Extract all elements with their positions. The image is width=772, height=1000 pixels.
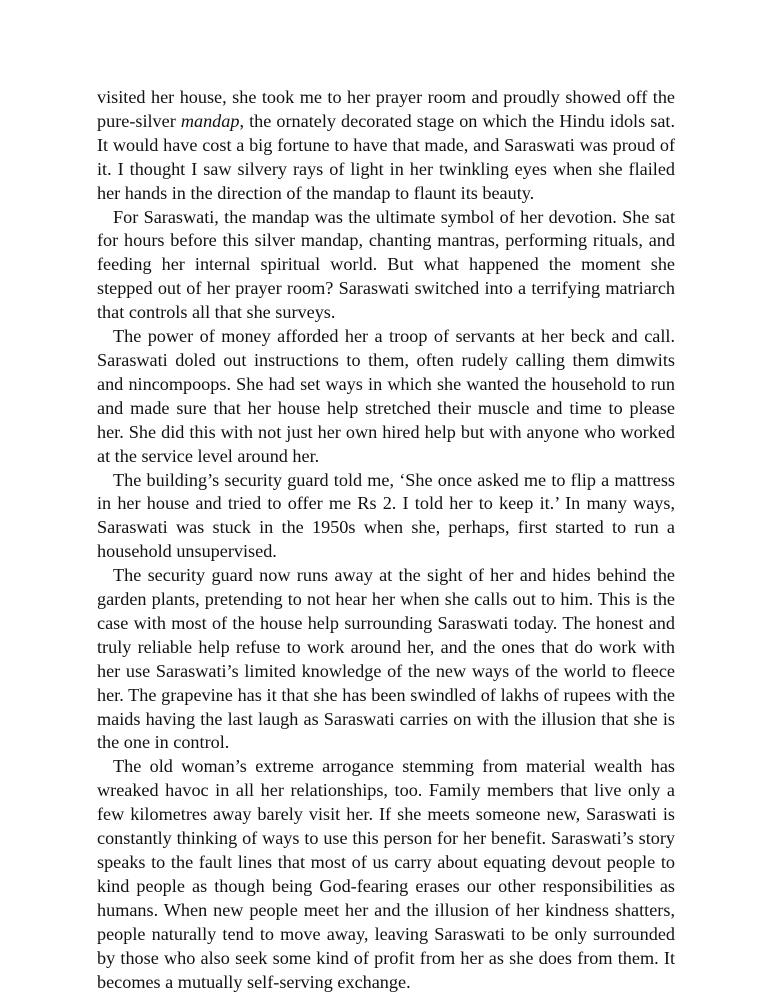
paragraph-3: The power of money afforded her a troop of servants at her beck and call. Saraswati doled out instructions to them, often rudely calling them dimwits and nincompoops. She had set ways in which she wanted the household to run and made sure that her house help stretched their muscle and time to please her. She did this with not just her own hired help but with anyone who worked at the service level around her. [97,326,675,466]
paragraph-1-before: visited her house, she took me to her prayer room and proudly showed off the pure-silver [97,87,675,131]
paragraph-1 [97,86,675,206]
paragraph-6: The old woman’s extreme arrogance stemming from material wealth has wreaked havoc in all her relationships, too. Family members that live only a few kilometres away barely visit her. If she meets someone new, Saraswati is constantly thinking of ways to use this person for her benefit. Saraswati’s story speaks to the fault lines that most of us carry about equating devout people to kind people as though being God-fearing erases our other responsibilities as humans. When new people meet her and the illusion of her kindness shatters, people naturally tend to move away, leaving Saraswati to be only surrounded by those who also seek some kind of profit from her as she does from them. It becomes a mutually self-serving exchange. [97,756,675,992]
paragraph-4: The building’s security guard told me, ‘She once asked me to flip a mattress in her house and tried to offer me Rs 2. I told her to keep it.’ In many ways, Saraswati was stuck in the 1950s when she, perhaps, first started to run a household unsupervised. [97,469,675,562]
paragraph-2: For Saraswati, the mandap was the ultimate symbol of her devotion. She sat for hours before this silver mandap, chanting mantras, performing rituals, and feeding her internal spiritual world. But what happened the moment she stepped out of her prayer room? Saraswati switched into a terrifying matriarch that controls all that she surveys. [97,206,675,323]
mandap-emphasis: mandap [180,110,240,131]
page-body [97,86,675,994]
paragraph-5: The security guard now runs away at the sight of her and hides behind the garden plants, pretending to not hear her when she calls out to him. This is the case with most of the house help surrounding Saraswati today. The honest and truly reliable help refuse to work around her, and the ones that do work with her use Saraswati’s limited knowledge of the new ways of the world to fleece her. The grapevine has it that she has been swindled of lakhs of rupees with the maids having the last laugh as Saraswati carries on with the illusion that she is the one in control. [97,565,675,753]
paragraph-1-after: , the ornately decorated stage on which the Hindu idols sat. It would have cost a big fortune to have that made, and Saraswati was proud of it. I thought I saw silvery rays of light in her twinkling eyes when she flailed her hands in the direction of the mandap to flaunt its beauty. [97,110,676,203]
